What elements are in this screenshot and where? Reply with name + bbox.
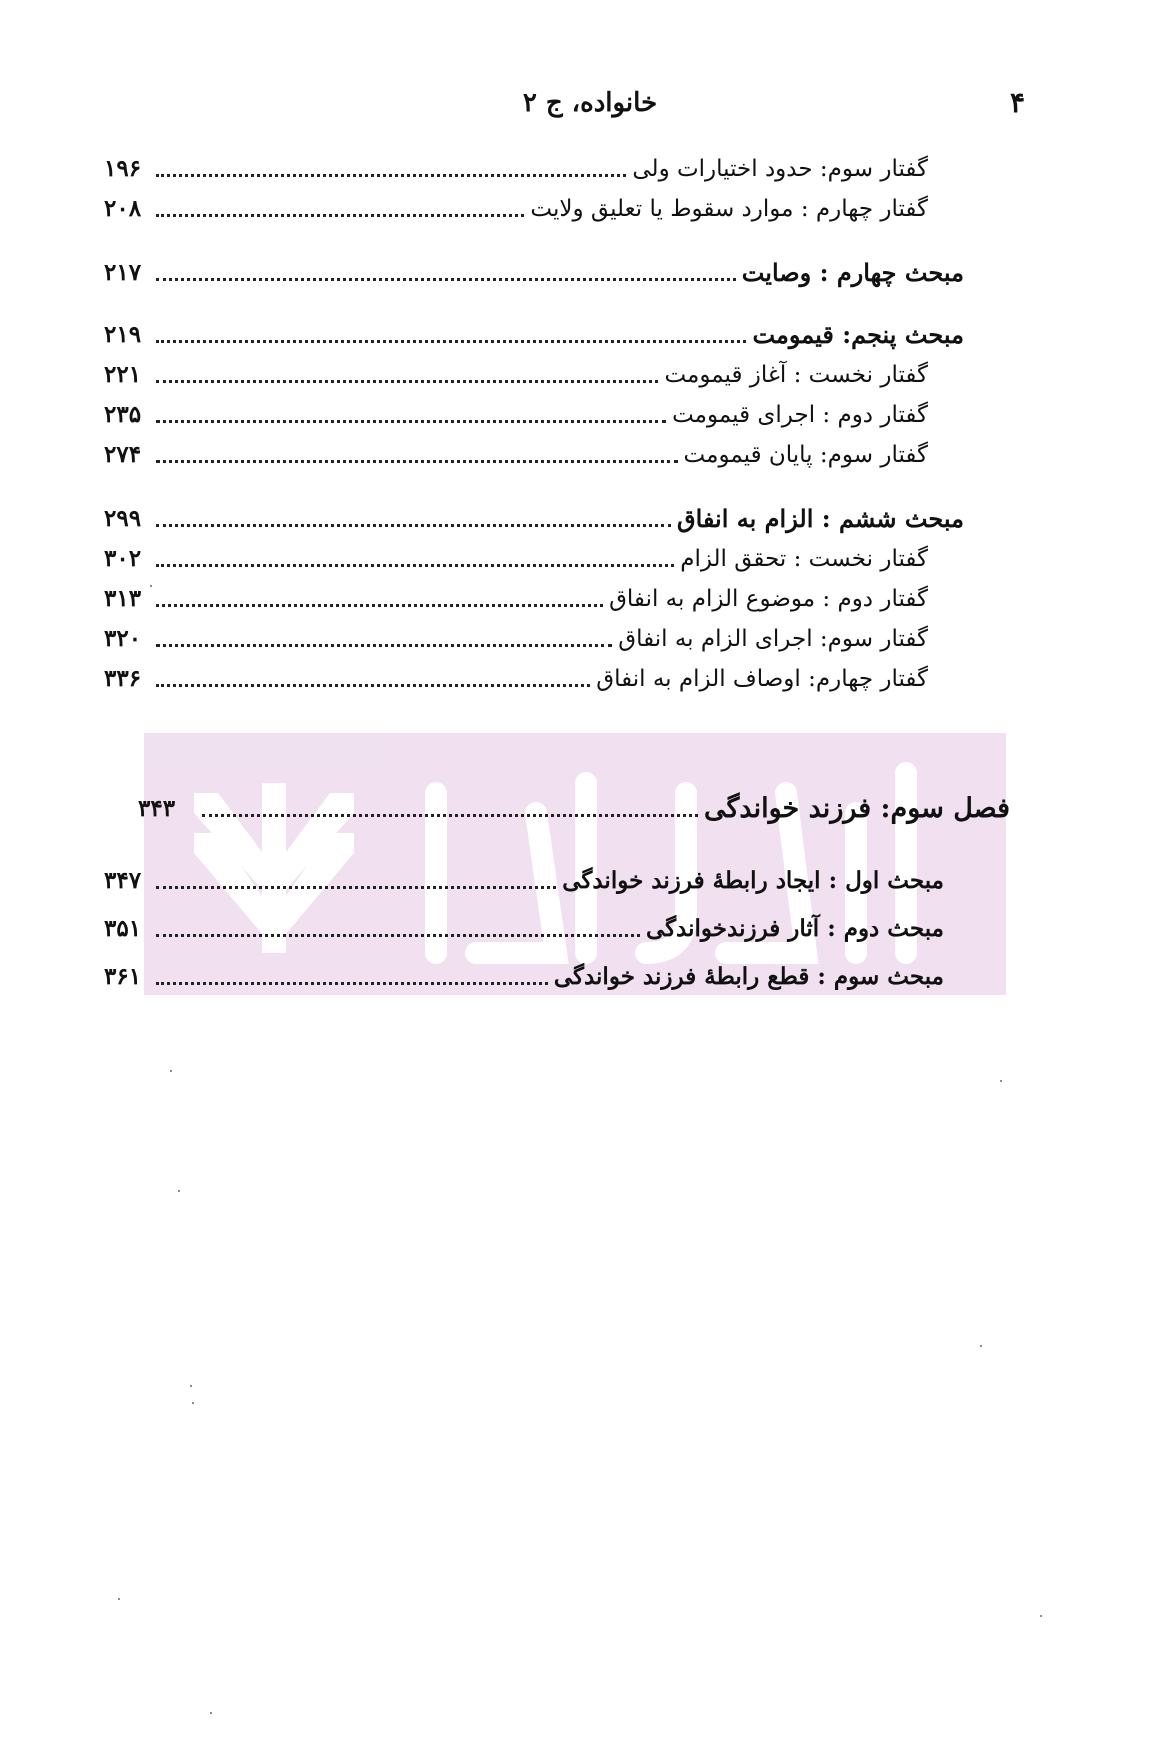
toc-entry-page: ۲۷۴ <box>104 441 142 468</box>
toc-entry[interactable] <box>104 396 964 430</box>
toc-entry-page: ۳۳۶ <box>104 665 142 692</box>
dot-leader <box>156 886 556 889</box>
toc-entry[interactable] <box>104 620 964 654</box>
toc-entry[interactable] <box>104 316 964 350</box>
toc-entry-page: ۲۲۱ <box>104 361 142 388</box>
toc-entry-page: ۳۴۷ <box>104 867 142 894</box>
toc-entry-page: ۲۳۵ <box>104 401 142 428</box>
dot-leader <box>156 278 736 281</box>
toc-entry-page: ۲۹۹ <box>104 505 142 532</box>
scan-speck <box>210 1712 212 1714</box>
toc-entry[interactable] <box>104 436 964 470</box>
toc-entry[interactable] <box>104 862 964 896</box>
dot-leader <box>156 982 548 985</box>
toc-entry[interactable] <box>104 150 964 184</box>
toc-entry-label: گفتار سوم: حدود اختیارات ولی <box>632 156 928 182</box>
scan-speck <box>150 585 152 587</box>
scan-speck <box>1000 1080 1002 1082</box>
toc-entry-page: ۳۶۱ <box>104 963 142 990</box>
toc-entry[interactable] <box>104 254 964 288</box>
dot-leader <box>156 604 603 607</box>
toc-entry-label: مبحث پنجم: قیمومت <box>752 320 964 349</box>
dot-leader <box>156 524 671 527</box>
dot-leader <box>156 684 590 687</box>
dot-leader <box>156 174 626 177</box>
scan-speck <box>170 1070 172 1072</box>
toc-entry-label: گفتار سوم: اجرای الزام به انفاق <box>618 626 928 652</box>
toc-entry-label: مبحث اول : ایجاد رابطهٔ فرزند خواندگی <box>562 867 944 894</box>
toc-entry-page: ۳۵۱ <box>104 915 142 942</box>
toc-entry-label: گفتار چهارم: اوصاف الزام به انفاق <box>596 666 928 692</box>
toc-entry-label: گفتار نخست : تحقق الزام <box>680 546 928 572</box>
scan-speck <box>118 1598 120 1600</box>
toc-entry[interactable] <box>104 660 964 694</box>
toc-entry[interactable] <box>104 190 964 224</box>
page-number: ۴ <box>1010 86 1026 119</box>
toc-entry-page: ۲۰۸ <box>104 195 142 222</box>
toc-entry-label: گفتار سوم: پایان قیمومت <box>683 442 928 468</box>
toc-chapter-entry[interactable] <box>138 790 1010 824</box>
dot-leader <box>156 420 666 423</box>
scan-speck <box>190 1385 192 1387</box>
toc-entry-page: ۳۲۰ <box>104 625 142 652</box>
toc-entry-label: مبحث دوم : آثار فرزندخواندگی <box>645 915 944 942</box>
toc-entry[interactable] <box>104 540 964 574</box>
toc-entry-label: فصل سوم: فرزند خواندگی <box>704 793 1010 824</box>
running-header-title: خانواده، ج ۲ <box>522 88 658 118</box>
toc-entry-label: گفتار نخست : آغاز قیمومت <box>664 362 928 388</box>
toc-entry[interactable] <box>104 500 964 534</box>
dot-leader <box>156 340 746 343</box>
dot-leader <box>156 214 524 217</box>
toc-entry-page: ۱۹۶ <box>104 155 142 182</box>
dot-leader <box>202 814 698 817</box>
dot-leader <box>156 564 674 567</box>
toc-entry-label: مبحث سوم : قطع رابطهٔ فرزند خواندگی <box>553 963 944 990</box>
toc-entry-page: ۳۱۳ <box>104 585 142 612</box>
scan-speck <box>192 1402 194 1404</box>
toc-entry-page: ۲۱۷ <box>104 259 142 286</box>
dot-leader <box>156 934 640 937</box>
toc-entry-label: گفتار دوم : اجرای قیمومت <box>672 402 928 428</box>
dot-leader <box>156 644 612 647</box>
toc-entry-page: ۳۴۳ <box>138 795 176 822</box>
toc-entry-label: مبحث چهارم : وصایت <box>741 258 964 287</box>
toc-entry-label: مبحث ششم : الزام به انفاق <box>676 504 964 533</box>
toc-entry-label: گفتار چهارم : موارد سقوط یا تعلیق ولایت <box>530 196 928 222</box>
toc-entry-page: ۳۰۲ <box>104 545 142 572</box>
toc-entry-label: گفتار دوم : موضوع الزام به انفاق <box>609 586 928 612</box>
toc-entry-page: ۲۱۹ <box>104 321 142 348</box>
toc-entry[interactable] <box>104 356 964 390</box>
scan-speck <box>980 1345 982 1347</box>
scan-speck <box>1040 1615 1042 1617</box>
toc-entry[interactable] <box>104 580 964 614</box>
toc-entry[interactable] <box>104 958 964 992</box>
toc-entry[interactable] <box>104 910 964 944</box>
dot-leader <box>156 380 658 383</box>
dot-leader <box>156 460 678 463</box>
scan-speck <box>178 1190 180 1192</box>
